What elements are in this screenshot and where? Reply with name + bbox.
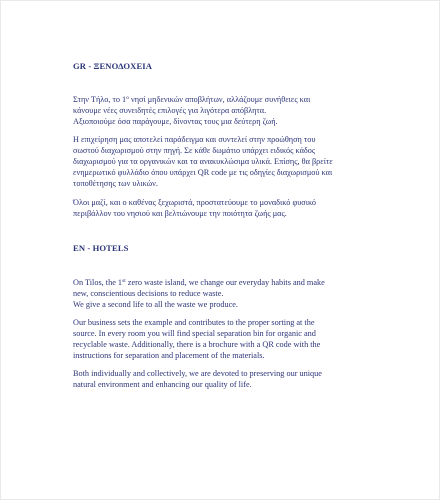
- text-line: Αξιοποιούμε όσα παράγουμε, δίνοντας τους μια δεύτερη ζωή.: [73, 117, 278, 126]
- greek-heading: GR - ΞΕΝΟΔΟΧΕΙΑ: [73, 61, 153, 71]
- text-line: διαχωρισμού για τα οργανικών και τα ανακυκλώσιμα υλικά. Επίσης, θα βρείτε: [73, 157, 333, 166]
- text-line: Όλοι μαζί, και ο καθένας ξεχωριστά, προστατεύουμε το μοναδικό φυσικό: [73, 198, 317, 207]
- text-line: new, conscientious decisions to reduce waste.: [73, 289, 224, 298]
- text-line: [73, 277, 373, 288]
- text-line: σωστού διαχωρισμού στην πηγή. Σε κάθε δωμάτιο υπάρχει ειδικός κάδος: [73, 146, 316, 155]
- text-line: Our business sets the example and contributes to the proper sorting at the: [73, 318, 315, 327]
- ordinal-superscript: st: [122, 278, 126, 284]
- text-line: natural environment and enhancing our quality of life.: [73, 380, 252, 389]
- english-heading: EN - HOTELS: [73, 243, 129, 253]
- ordinal-superscript: ο: [126, 95, 129, 101]
- text-segment: νησί μηδενικών αποβλήτων, αλλάζουμε συνήθειες και: [128, 95, 311, 104]
- text-segment: Στην Τήλο, το 1: [73, 95, 127, 104]
- english-paragraph-1: [73, 277, 373, 310]
- greek-paragraph-3: [73, 197, 373, 219]
- greek-paragraph-1: [73, 94, 373, 127]
- english-paragraph-3: [73, 368, 373, 390]
- text-segment: On Tilos, the 1: [73, 278, 123, 287]
- text-line: κάνουμε νέες συνειδητές επιλογές για λιγότερα απόβλητα.: [73, 106, 267, 115]
- text-line: [73, 94, 373, 105]
- text-line: ενημερωτικό φυλλάδιο όπου υπάρχει QR code με τις οδηγίες διαχωρισμού και: [73, 168, 333, 177]
- text-line: περιβάλλον του νησιού και βελτιώνουμε την ποιότητα ζωής μας.: [73, 209, 287, 218]
- text-segment: zero waste island, we change our everyday habits and make: [125, 278, 325, 287]
- greek-paragraph-2: [73, 134, 373, 189]
- text-line: instructions for separation and placement of the materials.: [73, 351, 265, 360]
- english-paragraph-2: [73, 317, 373, 361]
- text-line: recyclable waste. Additionally, there is a brochure with a QR code with the: [73, 340, 321, 349]
- text-line: source. In every room you will find special separation bin for organic and: [73, 329, 316, 338]
- text-line: Both individually and collectively, we are devoted to preserving our unique: [73, 369, 322, 378]
- text-line: Η επιχείρηση μας αποτελεί παράδειγμα και συντελεί στην προώθηση του: [73, 135, 316, 144]
- text-line: τοποθέτησης των υλικών.: [73, 179, 158, 188]
- text-line: We give a second life to all the waste we produce.: [73, 300, 238, 309]
